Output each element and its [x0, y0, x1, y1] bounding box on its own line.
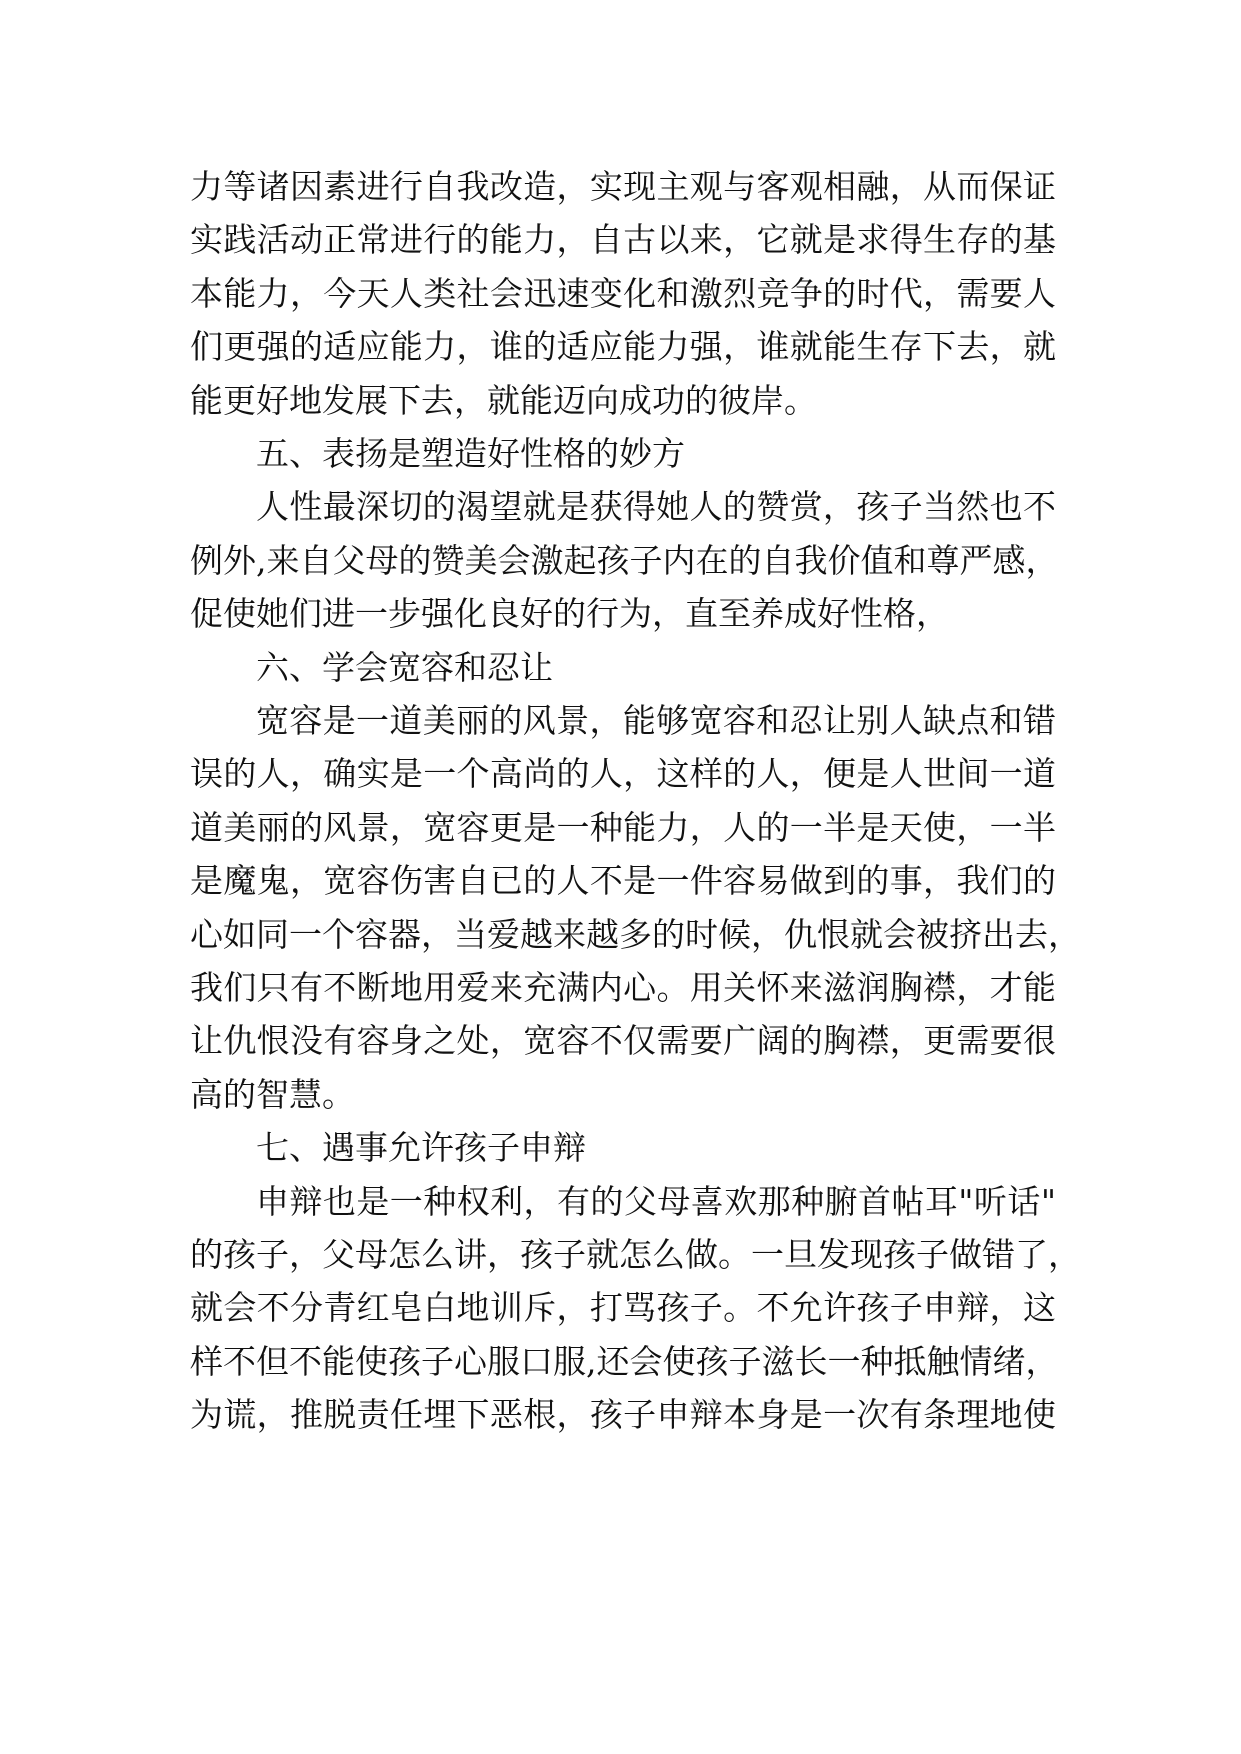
paragraph-line: 促使她们进一步强化良好的行为，直至养成好性格， [190, 594, 949, 634]
paragraph-line-indented: 申辩也是一种权利，有的父母喜欢那种腑首帖耳"听话" [256, 1181, 1056, 1221]
paragraph-line: 们更强的适应能力，谁的适应能力强，谁就能生存下去，就 [190, 327, 1056, 367]
paragraph-line-indented: 宽容是一道美丽的风景，能够宽容和忍让别人缺点和错 [256, 701, 1056, 740]
paragraph-line: 就会不分青红皂白地训斥，打骂孩子。不允许孩子申辩，这 [190, 1288, 1056, 1328]
paragraph-line: 本能力，今天人类社会迅速变化和激烈竞争的时代，需要人 [190, 273, 1056, 313]
paragraph-line: 例外,来自父母的赞美会激起孩子内在的自我价值和尊严感， [190, 540, 1059, 580]
paragraph-line: 让仇恨没有容身之处，宽容不仅需要广阔的胸襟，更需要很 [190, 1021, 1056, 1061]
paragraph-line: 能更好地发展下去，就能迈向成功的彼岸。 [190, 380, 817, 420]
paragraph-line: 样不但不能使孩子心服口服,还会使孩子滋长一种抵触情绪， [190, 1341, 1059, 1381]
paragraph-line: 我们只有不断地用爱来充满内心。用关怀来滋润胸襟，才能 [190, 968, 1056, 1007]
paragraph-line: 心如同一个容器，当爱越来越多的时候，仇恨就会被挤出去， [190, 914, 1081, 954]
paragraph-line-indented: 七、遇事允许孩子申辩 [256, 1128, 586, 1168]
paragraph-line: 是魔鬼，宽容伤害自已的人不是一件容易做到的事，我们的 [190, 861, 1056, 901]
paragraph-line-indented: 五、表扬是塑造好性格的妙方 [256, 434, 685, 473]
paragraph-line: 道美丽的风景，宽容更是一种能力，人的一半是天使，一半 [190, 807, 1056, 847]
paragraph-line: 误的人，确实是一个高尚的人，这样的人，便是人世间一道 [190, 754, 1056, 794]
paragraph-line: 高的智慧。 [190, 1074, 355, 1114]
paragraph-line: 力等诸因素进行自我改造，实现主观与客观相融，从而保证 [190, 167, 1056, 206]
paragraph-line: 的孩子，父母怎么讲，孩子就怎么做。一旦发现孩子做错了， [190, 1235, 1081, 1274]
paragraph-line-indented: 六、学会宽容和忍让 [256, 647, 553, 687]
paragraph-line-indented: 人性最深切的渴望就是获得她人的赞赏，孩子当然也不 [256, 487, 1056, 527]
paragraph-line: 为谎，推脱责任埋下恶根，孩子申辩本身是一次有条理地使 [190, 1395, 1056, 1435]
paragraph-line: 实践活动正常进行的能力，自古以来，它就是求得生存的基 [190, 220, 1056, 260]
